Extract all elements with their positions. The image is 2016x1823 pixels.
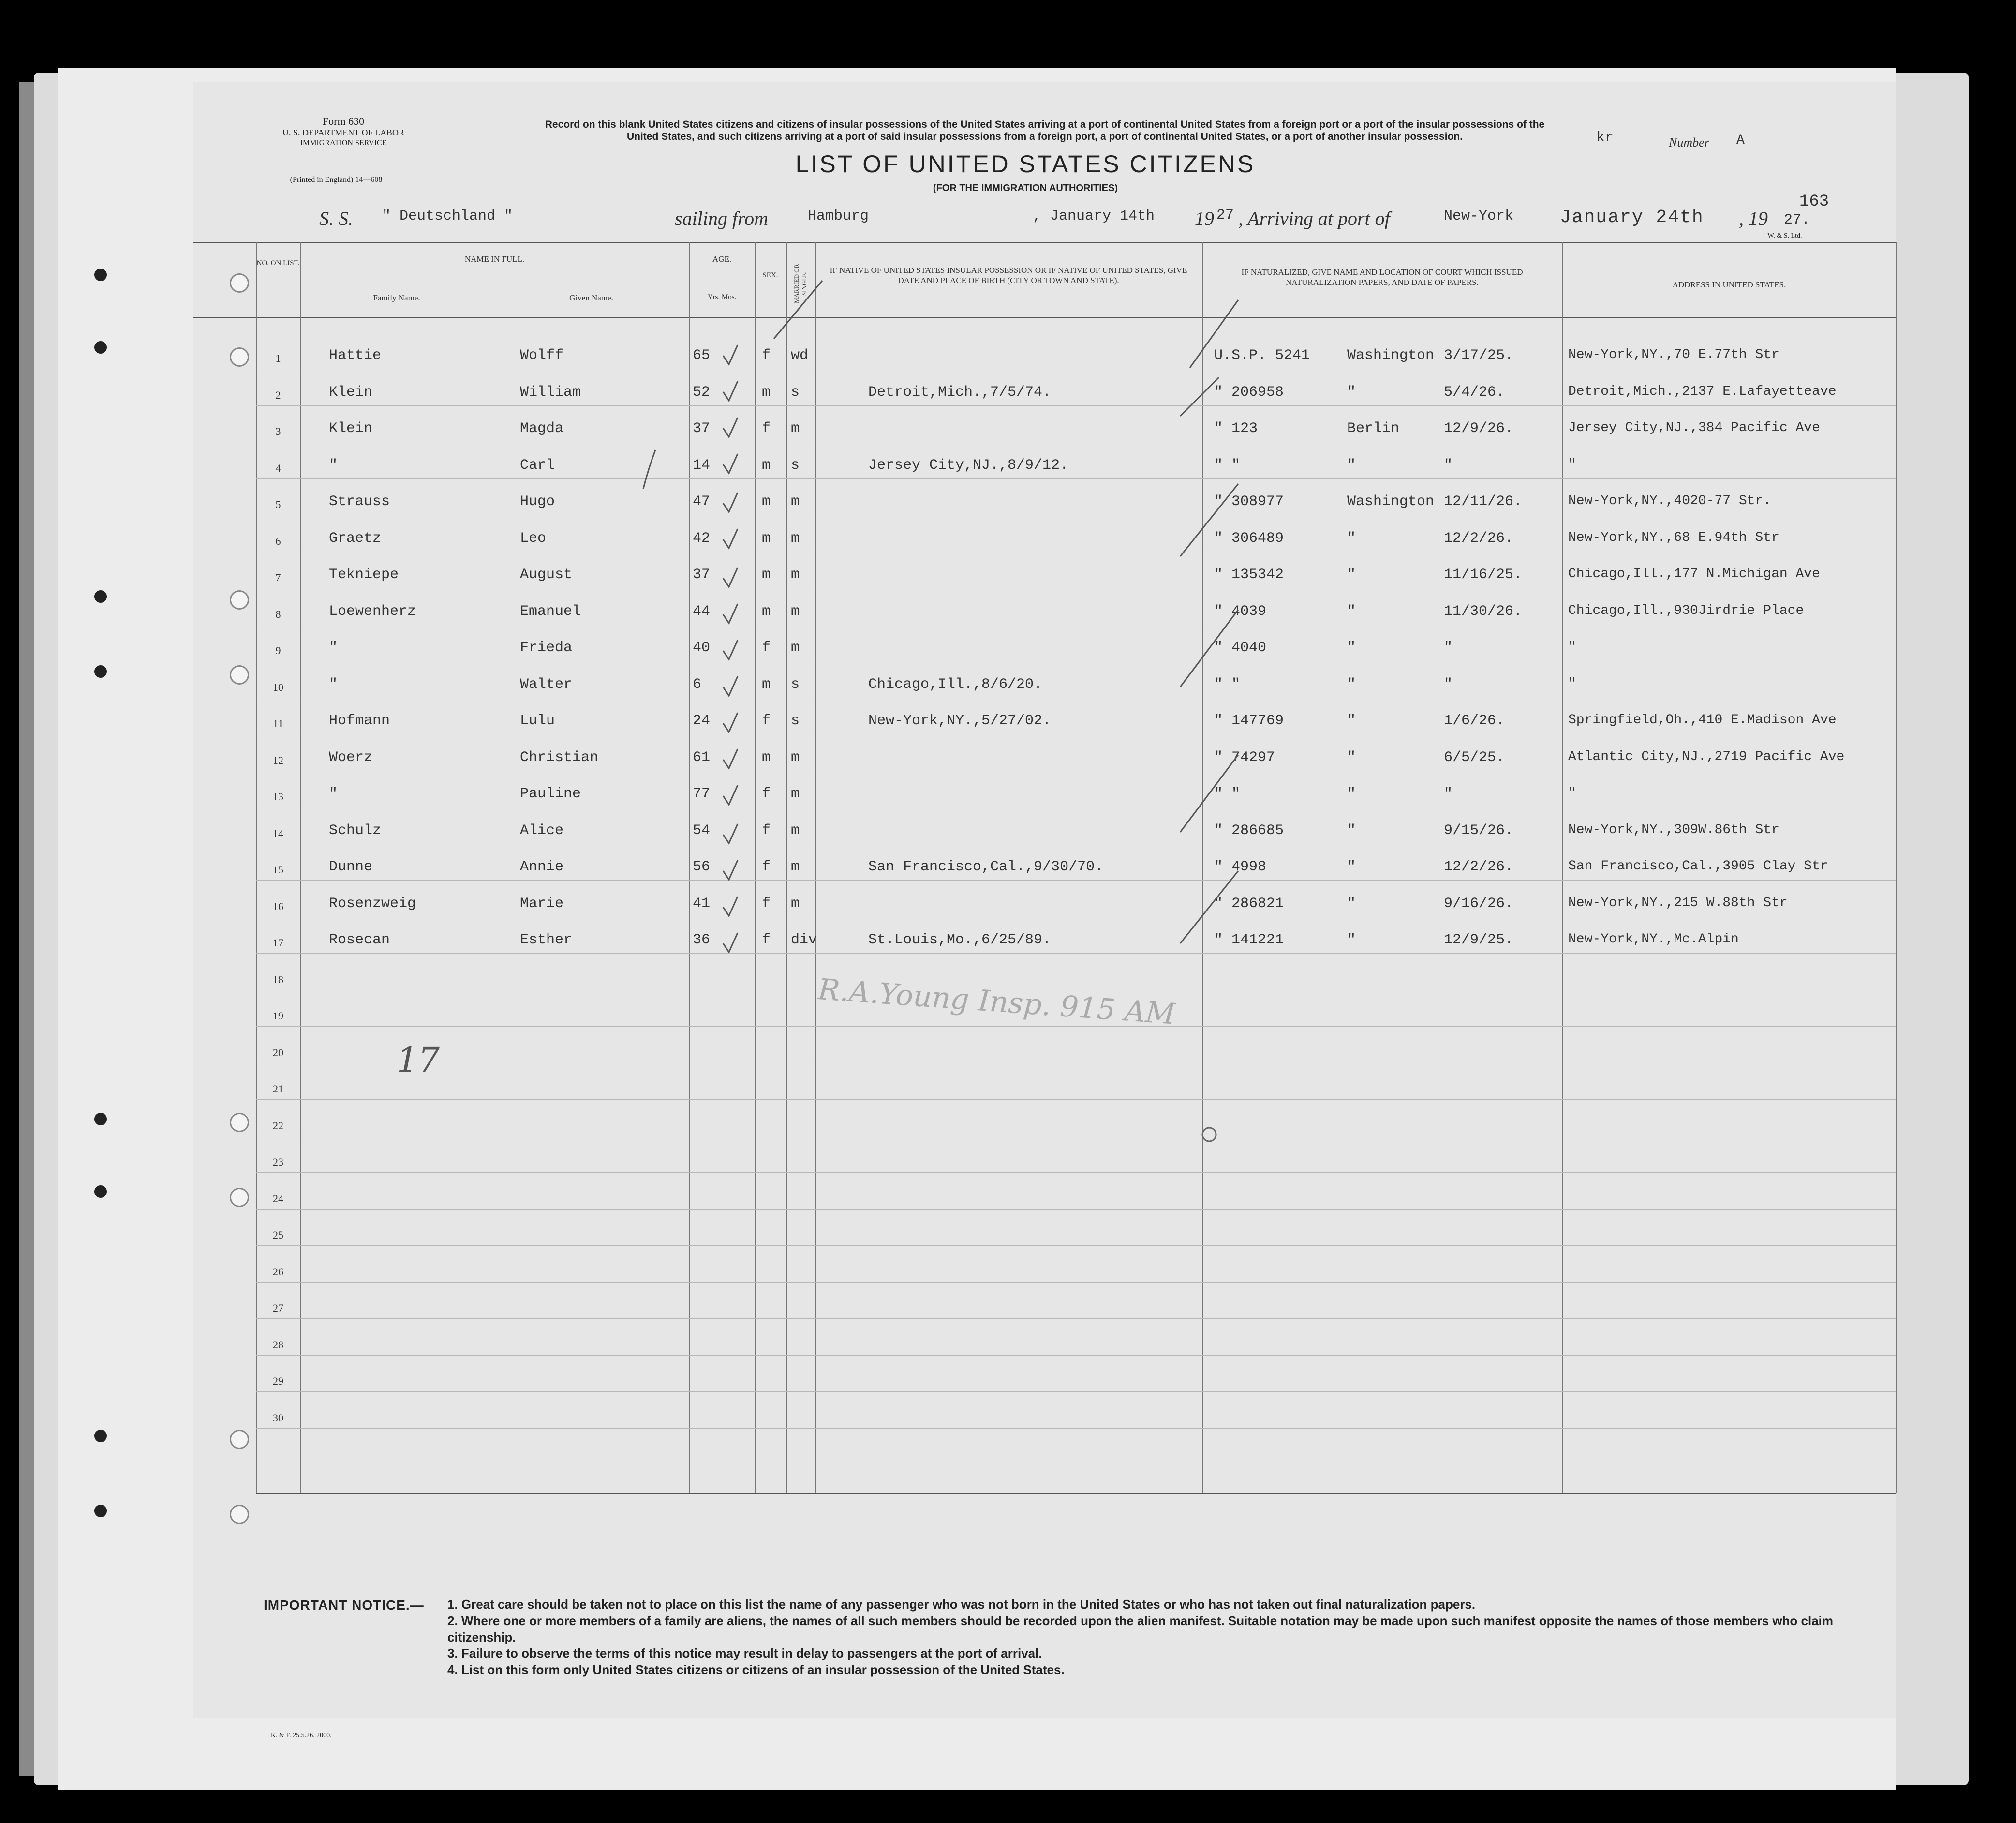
cell-court: " (1347, 749, 1356, 766)
cell-age: 41 (693, 895, 711, 912)
cell-married: m (791, 895, 800, 912)
cell-family: Tekniepe (329, 567, 399, 583)
cell-cert: " 306489 (1214, 530, 1284, 547)
cell-address: New-York,NY.,Mc.Alpin (1568, 932, 1739, 947)
cell-given: Leo (520, 530, 547, 547)
row-number: 17 (273, 937, 283, 949)
cell-court: " (1347, 603, 1356, 620)
cell-family: Rosecan (329, 932, 390, 948)
number-label: Number (1669, 135, 1709, 149)
col-header-naturalized: IF NATURALIZED, GIVE NAME AND LOCATION OF COURT WHICH ISSUED NATURALIZATION PAPERS, AND DATE OF PAPERS. (1241, 268, 1523, 287)
cell-address: Detroit,Mich.,2137 E.Lafayetteave (1568, 384, 1837, 399)
row-number: 3 (275, 425, 281, 437)
cell-sex: m (762, 749, 771, 766)
notice-item: 3. Failure to observe the terms of this notice may result in delay to passengers at the port of arrival. (447, 1646, 1042, 1661)
cell-family: Klein (329, 420, 373, 437)
cell-cert: " " (1214, 676, 1241, 693)
cell-age: 24 (693, 713, 711, 729)
cell-address: Chicago,Ill.,177 N.Michigan Ave (1568, 567, 1820, 582)
col-header-given: Given Name. (569, 293, 613, 302)
cell-cert: " 123 (1214, 420, 1258, 437)
cell-given: William (520, 384, 581, 401)
cell-family: " (329, 640, 338, 656)
check-icon (723, 640, 738, 659)
col-header-married: MARRIED OR SINGLE. (792, 264, 808, 303)
cell-family: Rosenzweig (329, 895, 416, 912)
cell-birth: San Francisco,Cal.,9/30/70. (868, 859, 1104, 875)
row-number: 28 (273, 1338, 283, 1351)
cell-cert: U.S.P. 5241 (1214, 347, 1310, 364)
cell-address: New-York,NY.,309W.86th Str (1568, 822, 1779, 837)
service: IMMIGRATION SERVICE (300, 138, 387, 147)
row-number: 10 (273, 681, 283, 693)
ss-label: S. S. (319, 208, 353, 229)
cell-court: " (1347, 676, 1356, 693)
important-notice (264, 1597, 1869, 1678)
department: U. S. DEPARTMENT OF LABOR (282, 128, 404, 138)
cell-date: 6/5/25. (1444, 749, 1505, 766)
col-header-sex: SEX. (762, 271, 778, 279)
sailing-label: sailing from (675, 208, 768, 229)
cell-address: " (1568, 457, 1576, 472)
cell-family: Dunne (329, 859, 373, 875)
cell-cert: " 74297 (1214, 749, 1275, 766)
cell-court: " (1347, 640, 1356, 656)
cell-sex: f (762, 420, 771, 437)
cell-age: 42 (693, 530, 711, 547)
row-number: 1 (275, 352, 281, 364)
check-icon (1180, 377, 1219, 416)
cell-address: Atlantic City,NJ.,2719 Pacific Ave (1568, 749, 1845, 764)
check-icon (723, 713, 738, 732)
cell-age: 37 (693, 567, 711, 583)
cell-sex: m (762, 384, 771, 401)
cell-birth: New-York,NY.,5/27/02. (868, 713, 1052, 729)
notice-item: 2. Where one or more members of a family are aliens, the names of all such members should be recorded upon the alien manifest. Suitable notation may be made upon such manifest opposite the names of those members who claim citizenship. (447, 1613, 1834, 1644)
cell-family: Strauss (329, 493, 390, 510)
cell-given: Carl (520, 457, 555, 474)
cell-address: New-York,NY.,68 E.94th Str (1568, 530, 1779, 545)
cell-date: 12/9/25. (1444, 932, 1514, 948)
cell-sex: f (762, 895, 771, 912)
cell-birth: St.Louis,Mo.,6/25/89. (868, 932, 1052, 948)
cell-married: wd (791, 347, 809, 364)
page-number: 163 (1799, 193, 1829, 211)
cell-family: Schulz (329, 822, 382, 839)
cell-cert: " 141221 (1214, 932, 1284, 948)
cell-cert: " 308977 (1214, 493, 1284, 510)
cell-court: " (1347, 567, 1356, 583)
cell-given: Alice (520, 822, 564, 839)
cell-married: m (791, 493, 800, 510)
check-icon (1180, 871, 1238, 943)
check-icon (723, 785, 738, 805)
cell-address: Chicago,Ill.,930Jirdrie Place (1568, 603, 1804, 618)
cell-date: 11/30/26. (1444, 603, 1523, 620)
cell-date: 11/16/25. (1444, 567, 1523, 583)
check-icon (723, 824, 738, 843)
row-number: 7 (275, 571, 281, 583)
scribble-icon (643, 450, 655, 489)
col-header-name: NAME IN FULL. (464, 254, 525, 264)
cell-given: Emanuel (520, 603, 581, 620)
check-icon (1180, 484, 1238, 556)
col-header-family: Family Name. (373, 293, 420, 302)
row-number: 19 (273, 1010, 283, 1022)
row-number: 29 (273, 1375, 283, 1387)
row-number: 14 (273, 827, 283, 839)
check-icon (723, 604, 738, 623)
check-icon (723, 381, 738, 401)
cell-sex: f (762, 786, 771, 802)
cell-cert: " 147769 (1214, 713, 1284, 729)
year-prefix: 19 (1195, 208, 1214, 229)
cell-cert: " " (1214, 457, 1241, 474)
row-number: 21 (273, 1083, 283, 1095)
number-value: A (1736, 133, 1745, 148)
cell-family: Hofmann (329, 713, 390, 729)
cell-age: 44 (693, 603, 711, 620)
cell-married: m (791, 859, 800, 875)
cell-court: " (1347, 457, 1356, 474)
cell-date: " (1444, 676, 1453, 693)
cell-address: New-York,NY.,4020-77 Str. (1568, 493, 1772, 508)
cell-address: " (1568, 676, 1576, 691)
row-number: 18 (273, 973, 283, 986)
cell-court: Washington (1347, 347, 1435, 364)
cell-family: " (329, 457, 338, 474)
cell-given: Pauline (520, 786, 581, 802)
check-icon (723, 418, 738, 437)
cell-family: Woerz (329, 749, 373, 766)
cell-married: m (791, 749, 800, 766)
check-icon (723, 933, 738, 952)
cell-date: " (1444, 640, 1453, 656)
cell-date: 12/2/26. (1444, 859, 1514, 875)
row-number: 24 (273, 1192, 283, 1205)
handwritten-count: 17 (397, 1040, 440, 1080)
cell-married: m (791, 603, 800, 620)
cell-family: Loewenherz (329, 603, 416, 620)
departure-year: 27 (1216, 207, 1234, 224)
cell-age: 14 (693, 457, 711, 474)
cell-married: m (791, 822, 800, 839)
col-header-yrs-mos: Yrs. Mos. (707, 293, 737, 301)
cell-sex: f (762, 822, 771, 839)
cell-court: " (1347, 895, 1356, 912)
cell-date: 9/16/26. (1444, 895, 1514, 912)
cell-address: Springfield,Oh.,410 E.Madison Ave (1568, 713, 1837, 728)
cell-cert: " 4039 (1214, 603, 1267, 620)
cell-court: " (1347, 822, 1356, 839)
departure-date: , January 14th (1033, 208, 1155, 224)
cell-given: Magda (520, 420, 564, 437)
cell-sex: f (762, 713, 771, 729)
cell-court: " (1347, 859, 1356, 875)
arrival-port: New-York (1444, 208, 1514, 224)
cell-married: div (791, 932, 817, 948)
cell-court: Washington (1347, 493, 1435, 510)
cell-married: s (791, 713, 800, 729)
row-number: 8 (275, 608, 281, 620)
cell-date: 3/17/25. (1444, 347, 1514, 364)
cell-sex: m (762, 457, 771, 474)
check-icon (723, 454, 738, 473)
cell-married: s (791, 457, 800, 474)
cell-married: m (791, 530, 800, 547)
cell-given: Lulu (520, 713, 555, 729)
check-icon (723, 493, 738, 512)
cell-address: Jersey City,NJ.,384 Pacific Ave (1568, 420, 1820, 435)
departure-port: Hamburg (808, 208, 869, 224)
cell-given: Christian (520, 749, 599, 766)
cell-sex: m (762, 530, 771, 547)
notice-item: 4. List on this form only United States citizens or citizens of an insular possession of the United States. (447, 1662, 1065, 1677)
notice-item: 1. Great care should be taken not to place on this list the name of any passenger who was not born in the United States or who has not taken out final naturalization papers. (447, 1597, 1476, 1612)
cell-court: Berlin (1347, 420, 1400, 437)
cell-cert: " 286821 (1214, 895, 1284, 912)
cell-family: Klein (329, 384, 373, 401)
row-number: 2 (275, 389, 281, 401)
check-icon (723, 749, 738, 768)
check-icon (774, 281, 822, 339)
printer-code: K. & F. 25.5.26. 2000. (271, 1732, 332, 1739)
cell-date: 5/4/26. (1444, 384, 1505, 401)
cell-age: 52 (693, 384, 711, 401)
cell-date: 12/2/26. (1444, 530, 1514, 547)
cell-given: August (520, 567, 573, 583)
cell-family: Hattie (329, 347, 382, 364)
cell-court: " (1347, 713, 1356, 729)
cell-given: Wolff (520, 347, 564, 364)
cell-age: 65 (693, 347, 711, 364)
cell-married: m (791, 420, 800, 437)
cell-birth: Detroit,Mich.,7/5/74. (868, 384, 1052, 401)
col-header-birth: IF NATIVE OF UNITED STATES INSULAR POSSESSION OR IF NATIVE OF UNITED STATES, GIVE DATE AND PLACE OF BIRTH (CITY OR TOWN AND STATE). (830, 266, 1187, 285)
cell-family: Graetz (329, 530, 382, 547)
cell-sex: m (762, 567, 771, 583)
cell-birth: Jersey City,NJ.,8/9/12. (868, 457, 1069, 474)
row-number: 4 (275, 462, 281, 474)
cell-cert: " 135342 (1214, 567, 1284, 583)
cell-address: San Francisco,Cal.,3905 Clay Str (1568, 859, 1828, 874)
cell-age: 47 (693, 493, 711, 510)
cell-address: " (1568, 786, 1576, 801)
row-number: 6 (275, 535, 281, 547)
cell-address: " (1568, 640, 1576, 655)
kr-mark: kr (1596, 130, 1614, 146)
cell-cert: " 206958 (1214, 384, 1284, 401)
cell-court: " (1347, 384, 1356, 401)
check-icon (723, 345, 738, 364)
notice-list (264, 1597, 1869, 1678)
row-number: 22 (273, 1119, 283, 1132)
ship-name: " Deutschland " (382, 208, 513, 224)
notice-label: IMPORTANT NOTICE.— (264, 1598, 424, 1613)
row-number: 11 (273, 717, 283, 730)
cell-cert: " 4040 (1214, 640, 1267, 656)
cell-cert: " " (1214, 786, 1241, 802)
cell-married: s (791, 384, 800, 401)
cell-married: m (791, 786, 800, 802)
col-header-no: NO. ON LIST. (256, 259, 300, 267)
cell-date: 12/11/26. (1444, 493, 1523, 510)
check-icon (1180, 755, 1241, 832)
cell-cert: " 4998 (1214, 859, 1267, 875)
row-number: 23 (273, 1156, 283, 1168)
printed-note: (Printed in England) 14—608 (290, 176, 383, 184)
cell-age: 77 (693, 786, 711, 802)
cell-given: Esther (520, 932, 573, 948)
cell-date: 12/9/26. (1444, 420, 1514, 437)
check-icon (723, 897, 738, 916)
cell-court: " (1347, 786, 1356, 802)
page-subtitle: (FOR THE IMMIGRATION AUTHORITIES) (933, 183, 1118, 194)
pencil-mark-icon (1202, 1128, 1216, 1141)
row-number: 30 (273, 1411, 283, 1424)
cell-sex: f (762, 859, 771, 875)
cell-married: m (791, 567, 800, 583)
cell-sex: f (762, 932, 771, 948)
cell-given: Walter (520, 676, 573, 693)
cell-date: " (1444, 457, 1453, 474)
cell-age: 56 (693, 859, 711, 875)
arriving-label: , Arriving at port of (1238, 208, 1390, 229)
cell-sex: f (762, 640, 771, 656)
cell-age: 36 (693, 932, 711, 948)
page-title: LIST OF UNITED STATES CITIZENS (795, 150, 1256, 178)
check-icon (723, 529, 738, 548)
cell-court: " (1347, 932, 1356, 948)
check-icon (723, 676, 738, 696)
cell-address: New-York,NY.,215 W.88th Str (1568, 895, 1788, 911)
row-number: 9 (275, 644, 281, 657)
check-icon (723, 568, 738, 587)
cell-date: 1/6/26. (1444, 713, 1505, 729)
cell-date: 9/15/26. (1444, 822, 1514, 839)
printer-mark: W. & S. Ltd. (1767, 232, 1802, 239)
row-number: 27 (273, 1302, 283, 1314)
arrival-year: 27. (1784, 212, 1810, 228)
cell-cert: " 286685 (1214, 822, 1284, 839)
row-number: 12 (273, 754, 283, 766)
col-header-age: AGE. (712, 254, 732, 264)
cell-age: 61 (693, 749, 711, 766)
cell-age: 37 (693, 420, 711, 437)
cell-family: " (329, 676, 338, 693)
cell-married: m (791, 640, 800, 656)
arrival-date: January 24th (1560, 207, 1704, 228)
cell-sex: m (762, 676, 771, 693)
row-number: 16 (273, 900, 283, 912)
row-number: 20 (273, 1046, 283, 1059)
record-instruction: Record on this blank United States citizens and citizens of insular possessions of the United States arriving at a port of continental United States from a foreign port or a port of the insular possessions of the United States, and such citizens arriving at a port of said insular possessions from a foreign port, a port of continental United States, or a port of another insular possession. (545, 119, 1545, 143)
check-icon (1190, 300, 1238, 368)
col-header-address: ADDRESS IN UNITED STATES. (1672, 280, 1786, 289)
cell-age: 54 (693, 822, 711, 839)
inspector-signature: R.A.Young Insp. 915 AM (816, 972, 1177, 1031)
cell-sex: m (762, 603, 771, 620)
row-number: 13 (273, 791, 283, 803)
cell-sex: m (762, 493, 771, 510)
cell-age: 40 (693, 640, 711, 656)
cell-married: s (791, 676, 800, 693)
cell-family: " (329, 786, 338, 802)
cell-birth: Chicago,Ill.,8/6/20. (868, 676, 1043, 693)
cell-given: Frieda (520, 640, 573, 656)
cell-sex: f (762, 347, 771, 364)
row-number: 5 (275, 498, 281, 510)
cell-given: Hugo (520, 493, 555, 510)
form-number: Form 630 (322, 115, 365, 127)
cell-given: Annie (520, 859, 564, 875)
row-number: 25 (273, 1229, 283, 1241)
cell-given: Marie (520, 895, 564, 912)
cell-age: 6 (693, 676, 702, 693)
cell-date: " (1444, 786, 1453, 802)
cell-address: New-York,NY.,70 E.77th Str (1568, 347, 1779, 362)
cell-court: " (1347, 530, 1356, 547)
row-number: 15 (273, 864, 283, 876)
row-number: 26 (273, 1265, 283, 1278)
check-icon (723, 860, 738, 880)
check-icon (1180, 610, 1238, 687)
arrival-year-prefix: , 19 (1739, 208, 1768, 229)
